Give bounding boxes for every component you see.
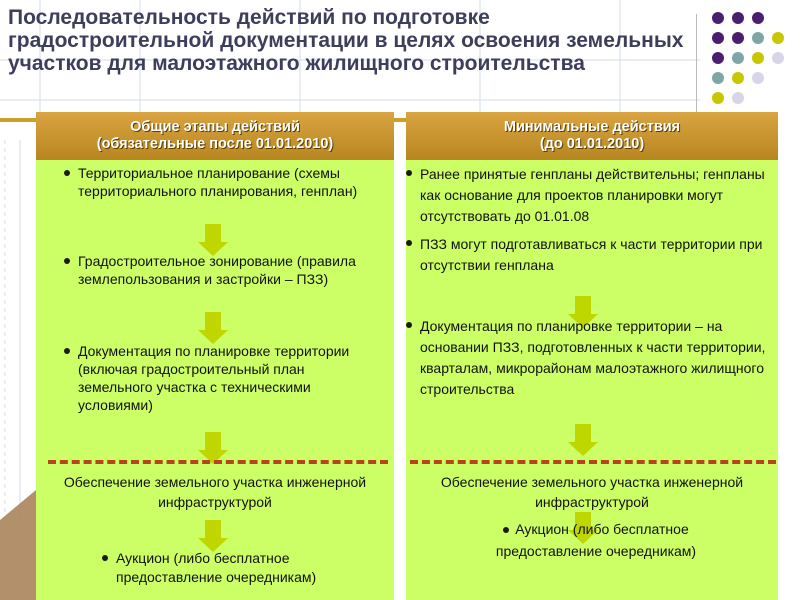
decor-dot xyxy=(712,72,724,84)
right-auction-text xyxy=(456,518,736,562)
right-dashed-separator xyxy=(410,460,776,464)
decor-dot xyxy=(712,32,724,44)
left-auction-text: Аукцион (либо бесплатное предоставление очередникам) xyxy=(102,549,376,587)
right-column-header xyxy=(406,112,778,160)
left-item-planning-docs: Документация по планировке территории (включая градостроительный план земельного участка с техническими условиями) xyxy=(64,342,378,414)
arrow-down-icon xyxy=(198,520,228,552)
left-item-territorial-planning: Территориальное планирование (схемы территориального планирования, генплан) xyxy=(64,164,378,200)
title-divider xyxy=(696,14,697,118)
right-item-planning-docs: Документация по планировке территории – на основании ПЗЗ, подготовленных к части территории, кварталам, микрорайонам малоэтажного жилищного строительства xyxy=(406,316,786,400)
decor-dot xyxy=(732,32,744,44)
left-infrastructure-text: Обеспечение земельного участка инженерной инфраструктурой xyxy=(63,474,367,510)
left-header-line2: (обязательные после 01.01.2010) xyxy=(96,136,334,152)
right-auction-label: Аукцион (либо бесплатное предоставление очередникам) xyxy=(495,521,697,559)
right-item-general-plans: Ранее принятые генпланы действительны; генпланы как основание для проектов планировки могут отсутствовать до 01.01.08 xyxy=(406,164,786,227)
decor-dot xyxy=(732,52,744,64)
decor-dot xyxy=(732,12,744,24)
decor-dot xyxy=(752,32,764,44)
arrow-down-icon xyxy=(568,424,598,456)
page-title: Последовательность действий по подготовке градостроительной документации в целях освоения земельных участков для малоэтажного жилищного строительства xyxy=(8,6,684,75)
left-column-header xyxy=(36,112,394,160)
decor-dot xyxy=(712,12,724,24)
decor-dot xyxy=(712,52,724,64)
decor-dot xyxy=(752,12,764,24)
decor-dot xyxy=(712,92,724,104)
decor-dot xyxy=(752,52,764,64)
decor-dot xyxy=(772,52,784,64)
right-infrastructure-text: Обеспечение земельного участка инженерной инфраструктурой xyxy=(440,474,744,510)
decor-dot xyxy=(752,72,764,84)
decor-dot xyxy=(732,72,744,84)
left-dashed-separator xyxy=(48,460,388,464)
right-header-line2: (до 01.01.2010) xyxy=(539,136,645,152)
arrow-down-icon xyxy=(198,312,228,344)
decor-dot xyxy=(772,32,784,44)
bullet-icon xyxy=(503,527,509,533)
decor-dot xyxy=(732,92,744,104)
left-column-panel xyxy=(36,112,394,600)
left-header-line1: Общие этапы действий xyxy=(130,119,300,135)
decorative-dot-grid xyxy=(712,12,800,120)
right-item-pzz: ПЗЗ могут подготавливаться к части территории при отсутствии генплана xyxy=(406,234,780,276)
right-header-line1: Минимальные действия xyxy=(503,119,681,135)
left-item-zoning: Градостроительное зонирование (правила землепользования и застройки – ПЗЗ) xyxy=(64,252,378,288)
right-column-panel xyxy=(406,112,778,600)
